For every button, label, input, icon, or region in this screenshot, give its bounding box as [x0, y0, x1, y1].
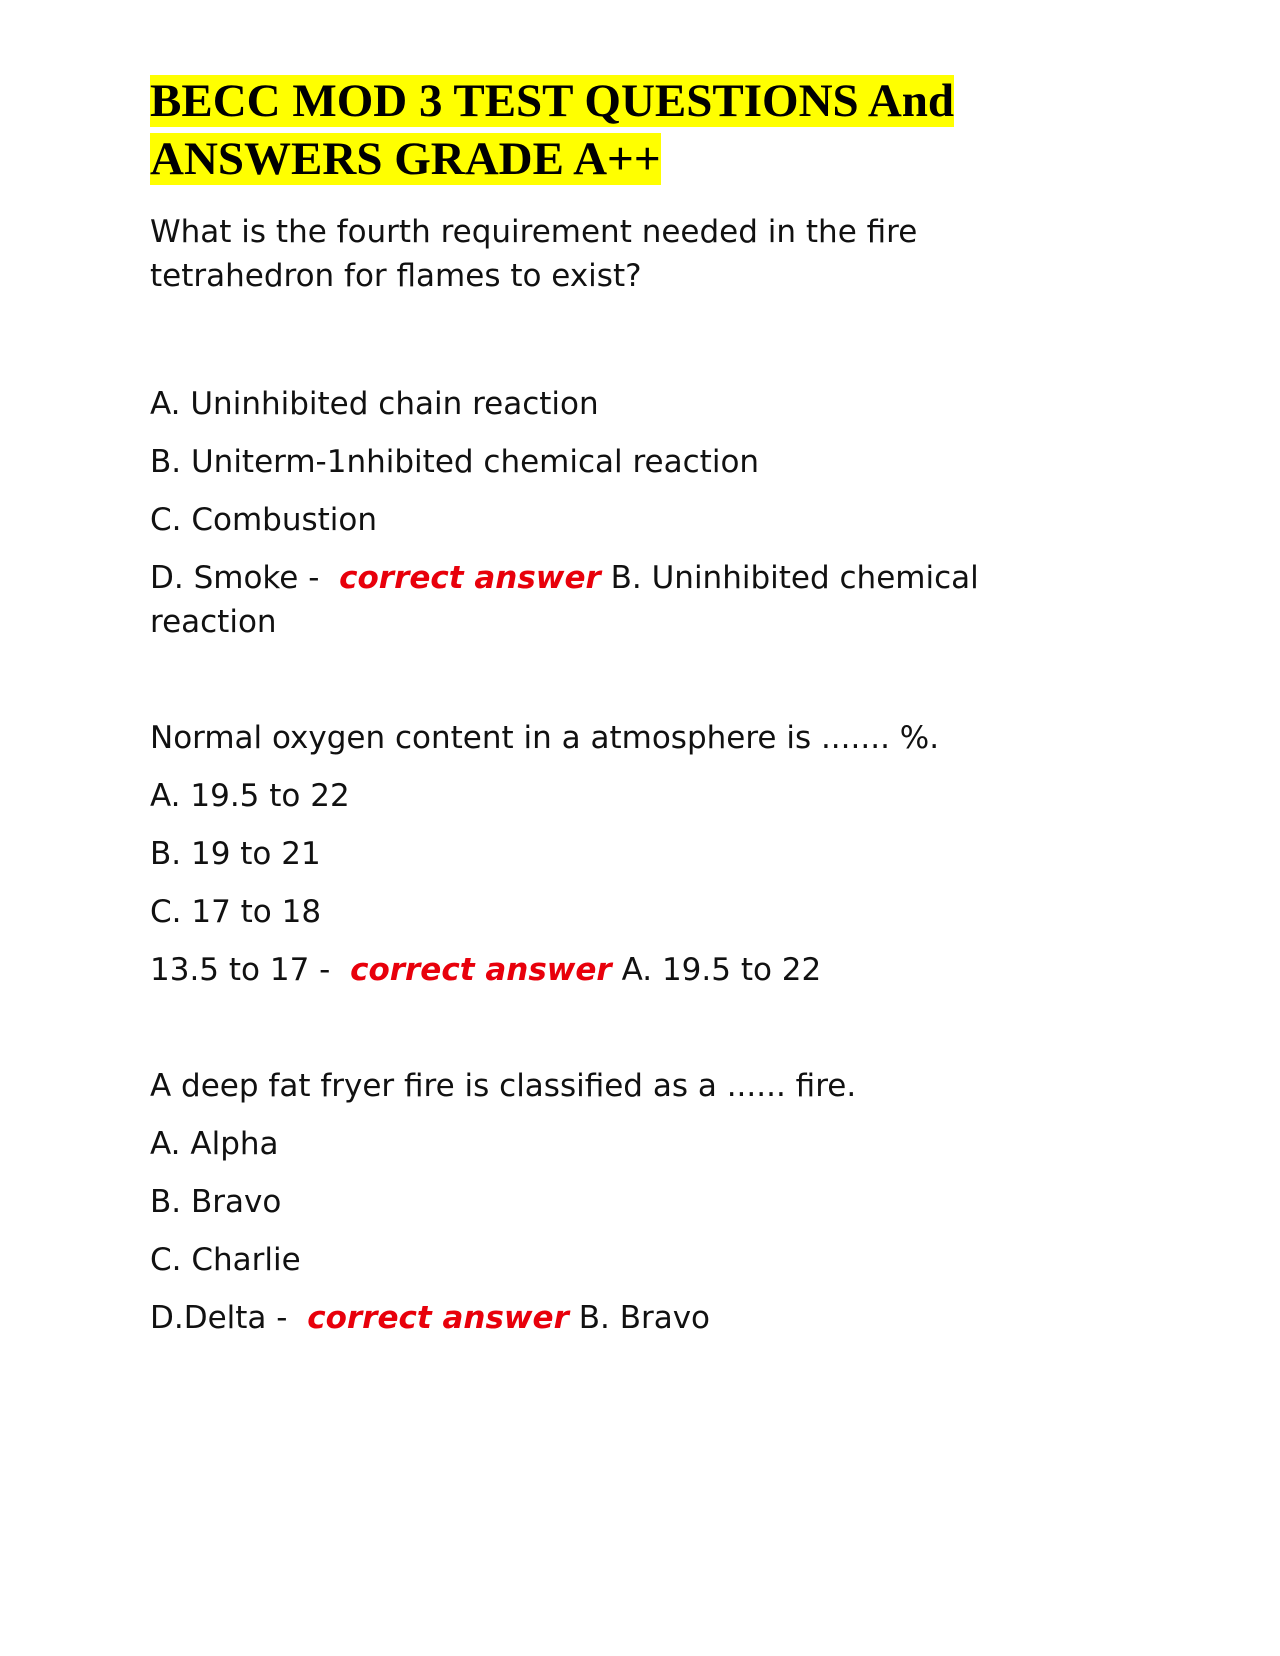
- option-a: A. Uninhibited chain reaction: [150, 386, 599, 422]
- option-c: C. Charlie: [150, 1242, 301, 1278]
- correct-answer-label: correct answer: [307, 1300, 569, 1336]
- question-block-3: [150, 1064, 1090, 1340]
- option-a: A. 19.5 to 22: [150, 778, 350, 814]
- answer-text: B. Uninhibited chemical reaction: [150, 560, 979, 640]
- answer-text: B. Bravo: [578, 1300, 711, 1336]
- correct-answer-label: correct answer: [350, 952, 612, 988]
- document-title: [150, 72, 1090, 188]
- title-line-1: BECC MOD 3 TEST QUESTIONS And: [150, 75, 955, 127]
- title-line-2: ANSWERS GRADE A++: [150, 133, 661, 185]
- question-block-1: [150, 210, 1090, 644]
- question-text: What is the fourth requirement needed in the fire tetrahedron for flames to exist?: [150, 214, 918, 294]
- option-b: B. Uniterm-1nhibited chemical reaction: [150, 444, 760, 480]
- answer-text: A. 19.5 to 22: [621, 952, 822, 988]
- document-page: [150, 72, 1090, 1340]
- answer-line: [150, 948, 1090, 992]
- question-text: A deep fat fryer fire is classified as a ...... fire.: [150, 1068, 857, 1104]
- option-d: 13.5 to 17 -: [150, 952, 331, 988]
- question-block-2: [150, 716, 1090, 992]
- option-d: D. Smoke -: [150, 560, 320, 596]
- answer-line: [150, 556, 1090, 644]
- option-b: B. 19 to 21: [150, 836, 321, 872]
- option-c: C. 17 to 18: [150, 894, 322, 930]
- option-d: D.Delta -: [150, 1300, 288, 1336]
- option-b: B. Bravo: [150, 1184, 282, 1220]
- question-text: Normal oxygen content in a atmosphere is ....... %.: [150, 720, 940, 756]
- option-a: A. Alpha: [150, 1126, 279, 1162]
- answer-line: [150, 1296, 1090, 1340]
- option-c: C. Combustion: [150, 502, 378, 538]
- correct-answer-label: correct answer: [339, 560, 601, 596]
